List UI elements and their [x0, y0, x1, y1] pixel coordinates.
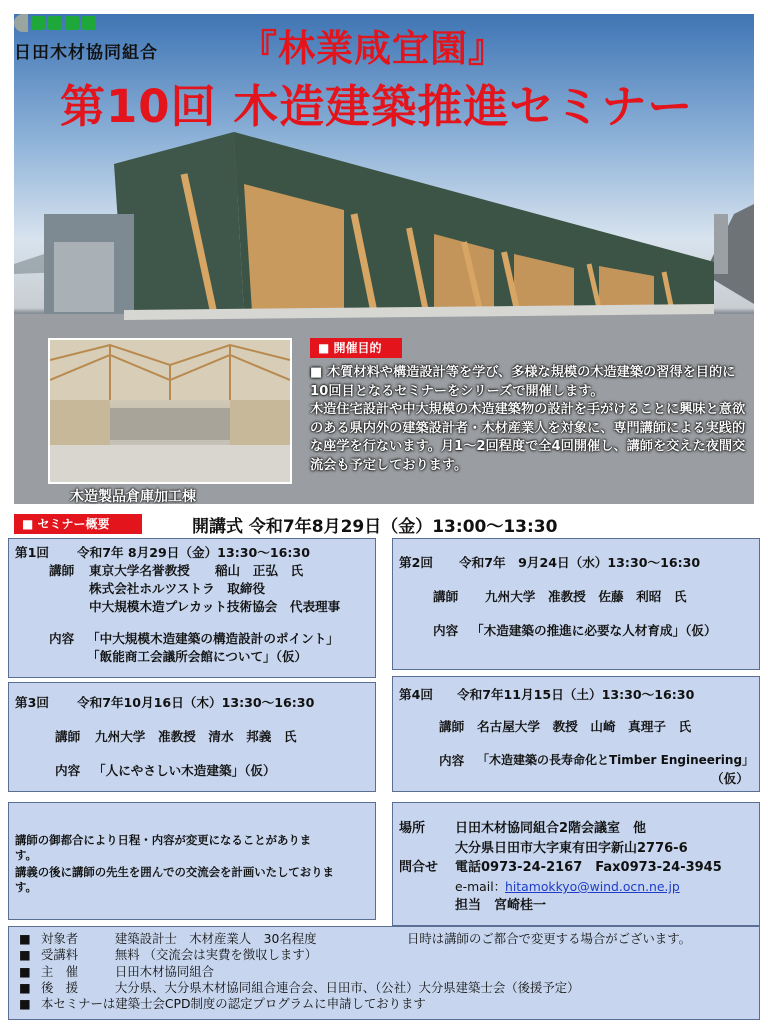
purpose-paragraph-1: ■ 木質材料や構造設計等を学び、多様な規模の木造建築の習得を目的に10回目となるセミナーをシリーズで開催します。: [310, 365, 736, 399]
venue-card: [392, 802, 760, 926]
session-card-4: [392, 676, 760, 792]
note-line: す。: [15, 880, 37, 894]
row-value: 建築設計士 木材産業人 30名程度: [114, 931, 317, 946]
session-card-2: [392, 538, 760, 670]
bullet-icon: ■: [19, 931, 31, 946]
schedule-note: 日時は講師のご都合で変更する場合がございます。: [407, 931, 691, 946]
bullet-icon: ■: [19, 947, 31, 963]
contact-label: 問合せ: [399, 860, 439, 875]
logo-mark-icon: [14, 14, 96, 32]
lecturer-line: 名古屋大学 教授 山崎 真理子 氏: [477, 719, 692, 734]
session-date: 令和7年 8月29日（金）13:30～16:30: [77, 545, 310, 560]
lecturer-line: 東京大学名誉教授 稲山 正弘 氏: [89, 563, 304, 578]
row-label: 受講料: [40, 947, 79, 963]
notes-card: [8, 802, 376, 920]
contact-person: 担当 宮崎桂一: [455, 898, 547, 913]
row-label: 主 催: [40, 963, 79, 979]
row-value: 大分県、大分県木材協同組合連合会、日田市、（公社）大分県建築士会（後援予定）: [114, 979, 580, 995]
content-line: 「木造建築の長寿命化とTimber Engineering」: [477, 753, 755, 767]
info-row-support: [19, 980, 759, 996]
row-value: 本セミナーは建築士会CPD制度の認定プログラムに申請しております: [40, 996, 426, 1012]
address: 大分県日田市大字東有田字新山2776-6: [455, 841, 688, 856]
bullet-icon: ■: [19, 963, 31, 979]
purpose-label: ■ 開催目的: [310, 338, 402, 358]
row-value: 日田木材協同組合: [114, 963, 215, 979]
lecturer-label: 講師: [433, 589, 459, 604]
content-line: 「木造建築の推進に必要な人材育成」（仮）: [471, 623, 717, 638]
org-name: 日田木材協同組合: [14, 43, 158, 63]
row-label: 対象者: [40, 931, 79, 946]
session-date: 令和7年 9月24日（水）13:30～16:30: [459, 555, 701, 570]
place-value: 日田木材協同組合2階会議室 他: [455, 821, 647, 836]
info-row-target: [19, 931, 759, 947]
session-no: 第3回: [15, 695, 49, 710]
content-line: 「飯能商工会議所会館について」（仮）: [87, 649, 308, 664]
purpose-text: [310, 364, 750, 475]
content-label: 内容: [433, 623, 459, 638]
session-no: 第2回: [399, 555, 433, 570]
content-line: 「中大規模木造建築の構造設計のポイント」: [87, 631, 339, 646]
session-no: 第4回: [399, 687, 433, 702]
truss-interior-illustration: [50, 340, 290, 482]
info-row-organizer: [19, 964, 759, 980]
lecturer-line: 九州大学 准教授 佐藤 利昭 氏: [485, 589, 687, 604]
email-label: e-mail：: [455, 879, 507, 894]
lecturer-label: 講師: [49, 563, 75, 578]
lecturer-line: 株式会社ホルツストラ 取締役: [89, 581, 266, 596]
phone-fax: 電話0973-24-2167 Fax0973-24-3945: [455, 860, 722, 875]
title-seminar: 第10回 木造建築推進セミナー: [60, 80, 694, 133]
lecturer-line: 九州大学 准教授 清水 邦義 氏: [95, 729, 297, 744]
session-date: 令和7年11月15日（土）13:30～16:30: [457, 687, 695, 702]
content-line: 「人にやさしい木造建築」（仮）: [93, 763, 276, 778]
title-series: 『林業咸宜園』: [240, 27, 506, 70]
opening-ceremony: 開講式 令和7年8月29日（金）13:00～13:30: [192, 517, 558, 537]
overview-label: ■ セミナー概要: [14, 514, 142, 534]
lecturer-line: 中大規模木造プレカット技術協会 代表理事: [89, 599, 341, 614]
info-row-cpd: [19, 996, 759, 1012]
row-label: 後 援: [40, 979, 79, 995]
inset-photo: [48, 338, 292, 484]
purpose-paragraph-2: 木造住宅設計や中大規模の木造建築物の設計を手がけることに興味と意欲のある県内外の建築設計者・木材産業人を対象に、専門講師による実践的な座学を行ないます。月1～2回程度で全4回開催し、講師を交えた夜間交流会も予定しております。: [310, 402, 746, 473]
session-card-1: [8, 538, 376, 678]
content-label: 内容: [439, 753, 465, 768]
session-no: 第1回: [15, 545, 49, 560]
note-line: す。: [15, 848, 37, 862]
place-label: 場所: [399, 821, 426, 836]
inset-caption: 木造製品倉庫加工棟: [70, 489, 196, 505]
row-value: 無料 （交流会は実費を徴収します）: [114, 947, 318, 963]
session-date: 令和7年10月16日（木）13:30～16:30: [77, 695, 315, 710]
note-line: 講師の御都合により日程・内容が変更になることがありま: [15, 833, 312, 847]
info-row-fee: [19, 947, 759, 963]
content-label: 内容: [55, 763, 81, 778]
lecturer-label: 講師: [439, 719, 465, 734]
org-logo: [14, 14, 174, 64]
content-line: （仮）: [711, 771, 749, 786]
email-link[interactable]: hitamokkyo@wind.ocn.ne.jp: [505, 879, 680, 894]
info-footer: [8, 926, 760, 1020]
bullet-icon: ■: [19, 996, 31, 1012]
content-label: 内容: [49, 631, 75, 646]
bullet-icon: ■: [19, 979, 31, 995]
note-line: 講義の後に講師の先生を囲んでの交流会を計画いたしておりま: [15, 865, 334, 879]
session-card-3: [8, 682, 376, 792]
lecturer-label: 講師: [55, 729, 81, 744]
